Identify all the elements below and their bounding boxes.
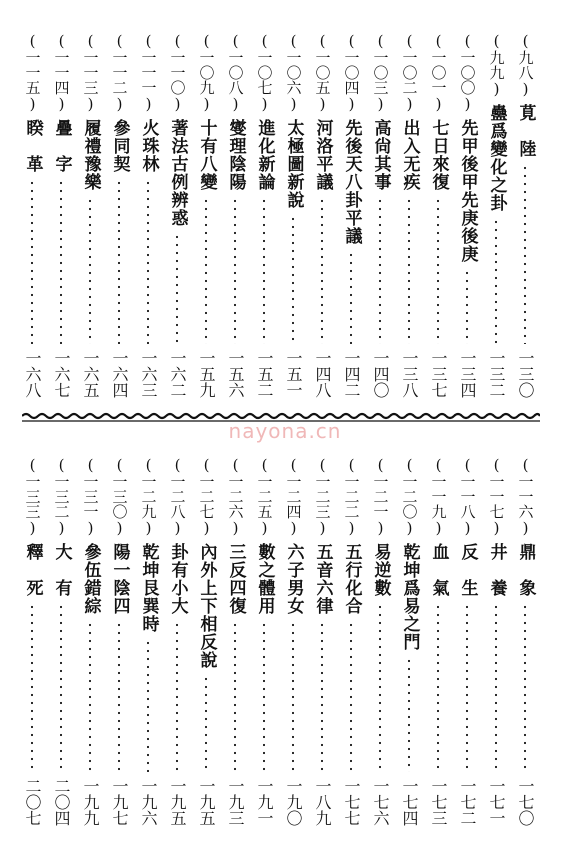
dot-leader [89, 197, 91, 344]
entry-number: (一二六) [226, 456, 245, 537]
dot-leader [321, 197, 323, 344]
entry-title: 三反四復 [225, 543, 246, 615]
toc-entry [309, 32, 335, 400]
toc-entry [338, 32, 364, 400]
dot-leader [350, 621, 352, 772]
toc-entry [48, 456, 74, 828]
toc-entry [19, 456, 45, 828]
dot-leader [437, 603, 439, 772]
entry-number: (一二九) [139, 456, 158, 537]
entry-page-number: 一六五 [81, 350, 100, 398]
entry-page-number: 一九五 [197, 778, 216, 826]
entry-page-number: 一五二 [255, 350, 274, 398]
entry-page-number: 一九六 [139, 778, 158, 826]
toc-entry [193, 32, 219, 400]
toc-entry [396, 456, 422, 828]
toc-entry [222, 32, 248, 400]
toc-entry [280, 456, 306, 828]
entry-title: 鼎 象 [515, 543, 536, 597]
entry-number: (一二〇) [400, 456, 419, 537]
entry-page-number: 一六八 [23, 350, 42, 398]
entry-number: (一〇四) [342, 32, 361, 113]
dot-leader [321, 621, 323, 772]
entry-number: (一一〇) [168, 32, 187, 113]
entry-title: 易逆數 [370, 543, 391, 597]
entry-title: 大 有 [51, 543, 72, 597]
entry-number: (一三〇) [110, 456, 129, 537]
dot-leader [408, 657, 410, 772]
toc-entry [367, 32, 393, 400]
dot-leader [89, 621, 91, 772]
entry-page-number: 一四〇 [371, 350, 390, 398]
entry-number: (一一四) [52, 32, 71, 113]
entry-page-number: 一四二 [342, 350, 361, 398]
dot-leader [176, 621, 178, 772]
toc-entry [48, 32, 74, 400]
entry-title: 十有八變 [196, 119, 217, 191]
entry-page-number: 一九五 [168, 778, 187, 826]
dot-leader [408, 197, 410, 344]
entry-page-number: 一九九 [81, 778, 100, 826]
toc-entry [483, 456, 509, 828]
entry-title: 莧 陸 [515, 104, 536, 158]
entry-number: (一〇二) [400, 32, 419, 113]
entry-number: (一一一) [139, 32, 158, 113]
entry-number: (一〇六) [284, 32, 303, 113]
dot-leader [205, 675, 207, 772]
entry-number: (一〇〇) [458, 32, 477, 113]
dot-leader [379, 197, 381, 344]
dot-leader [147, 179, 149, 344]
entry-number: (一二三) [313, 456, 332, 537]
entry-page-number: 一四八 [313, 350, 332, 398]
entry-title: 疊 字 [51, 119, 72, 173]
entry-number: (一〇七) [255, 32, 274, 113]
dot-leader [60, 179, 62, 344]
entry-page-number: 一七〇 [516, 778, 535, 826]
toc-entry [19, 32, 45, 400]
toc-entry [454, 456, 480, 828]
entry-page-number: 一五九 [197, 350, 216, 398]
toc-entry [135, 456, 161, 828]
entry-title: 卦有小大 [167, 543, 188, 615]
entry-title: 火珠林 [138, 119, 159, 173]
entry-title: 進化新論 [254, 119, 275, 191]
dot-leader [234, 197, 236, 344]
entry-number: (一一八) [458, 456, 477, 537]
entry-title: 著法古例辨惑 [167, 119, 188, 227]
entry-number: (九九) [487, 32, 506, 98]
entry-title: 燮理陰陽 [225, 119, 246, 191]
dot-leader [263, 197, 265, 344]
entry-title: 血 氣 [428, 543, 449, 597]
toc-entry [396, 32, 422, 400]
entry-title: 參伍錯綜 [80, 543, 101, 615]
entry-number: (一二二) [342, 456, 361, 537]
toc-entry [135, 32, 161, 400]
toc-entry [425, 456, 451, 828]
entry-title: 乾坤爲易之門 [399, 543, 420, 651]
entry-page-number: 一九三 [226, 778, 245, 826]
entry-number: (一三二) [52, 456, 71, 537]
toc-entry [338, 456, 364, 828]
entry-page-number: 一七七 [342, 778, 361, 826]
toc-entry [164, 456, 190, 828]
toc-entry [164, 32, 190, 400]
entry-page-number: 一九〇 [284, 778, 303, 826]
toc-entry [309, 456, 335, 828]
entry-page-number: 一六二 [168, 350, 187, 398]
entry-number: (一二七) [197, 456, 216, 537]
entry-title: 五音六律 [312, 543, 333, 615]
toc-entry [222, 456, 248, 828]
entry-title: 釋 死 [22, 543, 43, 597]
dot-leader [263, 621, 265, 772]
dot-leader [350, 251, 352, 344]
toc-entry [251, 32, 277, 400]
toc-entry [77, 32, 103, 400]
toc-entry [251, 456, 277, 828]
entry-page-number: 一六四 [110, 350, 129, 398]
toc-entry [106, 32, 132, 400]
dot-leader [379, 603, 381, 772]
entry-page-number: 一九七 [110, 778, 129, 826]
entry-title: 乾坤艮巽時 [138, 543, 159, 633]
entry-title: 七日來復 [428, 119, 449, 191]
entry-number: (一一五) [23, 32, 42, 113]
entry-number: (一二五) [255, 456, 274, 537]
entry-title: 先後天八卦平議 [341, 119, 362, 245]
entry-title: 井 養 [486, 543, 507, 597]
entry-number: (一〇八) [226, 32, 245, 113]
dot-leader [147, 639, 149, 772]
dot-leader [466, 269, 468, 344]
entry-number: (一三三) [23, 456, 42, 537]
entry-page-number: 二〇四 [52, 778, 71, 826]
entry-title: 參同契 [109, 119, 130, 173]
entry-title: 內外上下相反說 [196, 543, 217, 669]
toc-entry [280, 32, 306, 400]
entry-page-number: 一三〇 [516, 350, 535, 398]
entry-page-number: 一三二 [487, 350, 506, 398]
entry-page-number: 一三七 [429, 350, 448, 398]
entry-title: 高尙其事 [370, 119, 391, 191]
entry-title: 先甲後甲先庚後庚 [457, 119, 478, 263]
entry-number: (一三一) [81, 456, 100, 537]
entry-number: (一一六) [516, 456, 535, 537]
entry-number: (一二一) [371, 456, 390, 537]
dot-leader [60, 603, 62, 772]
entry-title: 蠱爲變化之卦 [486, 104, 507, 212]
entry-number: (一二四) [284, 456, 303, 537]
entry-page-number: 一七一 [487, 778, 506, 826]
dot-leader [292, 215, 294, 344]
entry-title: 五行化合 [341, 543, 362, 615]
entry-title: 數之體用 [254, 543, 275, 615]
toc-entry [454, 32, 480, 400]
entry-title: 反 生 [457, 543, 478, 597]
toc-entry [367, 456, 393, 828]
entry-page-number: 一三八 [400, 350, 419, 398]
entry-page-number: 一六七 [52, 350, 71, 398]
dot-leader [466, 603, 468, 772]
entry-page-number: 一五六 [226, 350, 245, 398]
entry-page-number: 二〇七 [23, 778, 42, 826]
entry-title: 睽 革 [22, 119, 43, 173]
entry-number: (一〇九) [197, 32, 216, 113]
dot-leader [495, 603, 497, 772]
watermark-text: nayona.cn [228, 419, 342, 443]
entry-page-number: 一七三 [429, 778, 448, 826]
dot-leader [176, 233, 178, 344]
entry-title: 出入无疾 [399, 119, 420, 191]
dot-leader [524, 603, 526, 772]
entry-page-number: 一三四 [458, 350, 477, 398]
dot-leader [495, 218, 497, 344]
dot-leader [234, 621, 236, 772]
dot-leader [437, 197, 439, 344]
entry-page-number: 一五一 [284, 350, 303, 398]
dot-leader [292, 621, 294, 772]
dot-leader [118, 179, 120, 344]
entry-number: (一二八) [168, 456, 187, 537]
entry-title: 河洛平議 [312, 119, 333, 191]
dot-leader [205, 197, 207, 344]
dot-leader [118, 621, 120, 772]
entry-page-number: 一七六 [371, 778, 390, 826]
entry-title: 六子男女 [283, 543, 304, 615]
dot-leader [524, 164, 526, 344]
entry-number: (一一七) [487, 456, 506, 537]
entry-title: 陽一陰四 [109, 543, 130, 615]
entry-number: (一〇一) [429, 32, 448, 113]
toc-entry [193, 456, 219, 828]
toc-entry [106, 456, 132, 828]
toc-entry [483, 32, 509, 400]
toc-entry [512, 456, 538, 828]
toc-entry [77, 456, 103, 828]
entry-page-number: 一七二 [458, 778, 477, 826]
entry-page-number: 一八九 [313, 778, 332, 826]
entry-page-number: 一七四 [400, 778, 419, 826]
entry-page-number: 一九一 [255, 778, 274, 826]
toc-entry [425, 32, 451, 400]
entry-number: (一一九) [429, 456, 448, 537]
entry-title: 太極圖新說 [283, 119, 304, 209]
entry-number: (九八) [516, 32, 535, 98]
entry-number: (一一三) [81, 32, 100, 113]
dot-leader [31, 179, 33, 344]
dot-leader [31, 603, 33, 772]
entry-page-number: 一六三 [139, 350, 158, 398]
entry-number: (一〇五) [313, 32, 332, 113]
entry-number: (一〇三) [371, 32, 390, 113]
entry-number: (一一二) [110, 32, 129, 113]
toc-entry [512, 32, 538, 400]
entry-title: 履禮豫樂 [80, 119, 101, 191]
